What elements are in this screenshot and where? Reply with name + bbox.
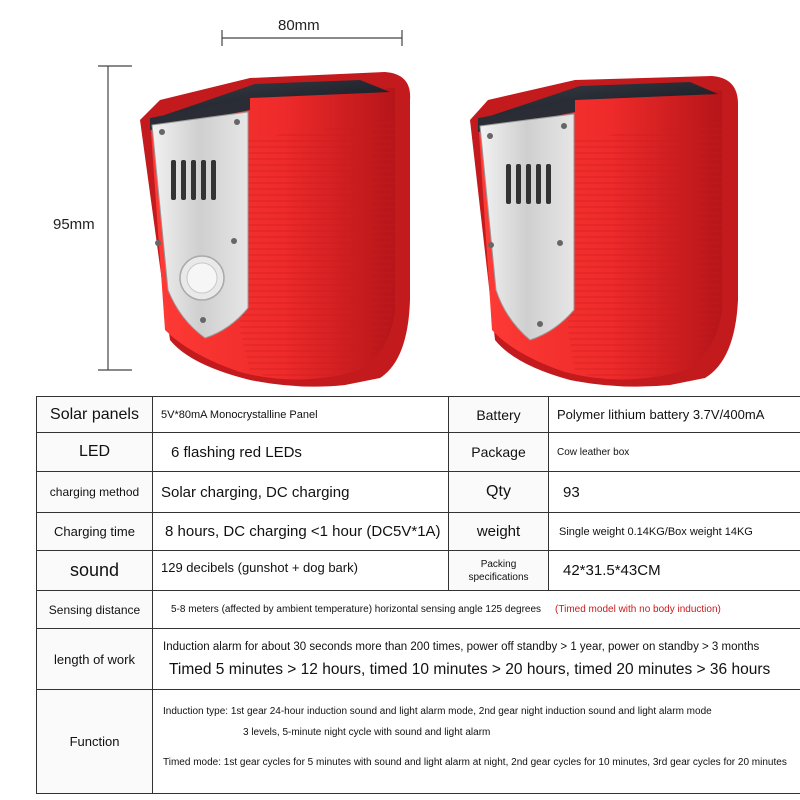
sensing-distance-row [153, 591, 800, 629]
charging-time-value: 8 hours, DC charging <1 hour (DC5V*1A) [153, 513, 449, 551]
battery-label: Battery [449, 396, 549, 433]
led-label: LED [36, 433, 153, 472]
sensing-distance-note: (Timed model with no body induction) [555, 604, 721, 615]
product-illustration [0, 0, 800, 392]
product-drawing [0, 0, 800, 392]
led-value: 6 flashing red LEDs [153, 433, 449, 472]
sensing-distance-value: 5-8 meters (affected by ambient temperature) horizontal sensing angle 125 degrees [171, 604, 542, 615]
function-value [153, 690, 800, 794]
qty-value: 93 [549, 472, 800, 513]
package-label: Package [449, 433, 549, 472]
width-dimension-label: 80mm [278, 17, 320, 34]
charging-method-value: Solar charging, DC charging [153, 472, 449, 513]
package-value: Cow leather box [549, 433, 800, 472]
alarm-unit-right [470, 76, 738, 387]
length-of-work-value [153, 629, 800, 690]
qty-label: Qty [449, 472, 549, 513]
specification-table [36, 396, 800, 796]
function-line2: 3 levels, 5-minute night cycle with sound and light alarm [243, 727, 491, 738]
sound-label: sound [36, 551, 153, 591]
battery-value: Polymer lithium battery 3.7V/400mA [549, 396, 800, 433]
alarm-unit-left [140, 72, 410, 387]
length-of-work-label: length of work [36, 629, 153, 690]
solar-panels-value: 5V*80mA Monocrystalline Panel [153, 396, 449, 433]
weight-value: Single weight 0.14KG/Box weight 14KG [549, 513, 800, 551]
weight-label: weight [449, 513, 549, 551]
solar-panels-label: Solar panels [36, 396, 153, 433]
packing-specifications-value: 42*31.5*43CM [549, 551, 800, 591]
function-line1: Induction type: 1st gear 24-hour induction sound and light alarm mode, 2nd gear night induction sound and light alarm mode [163, 706, 712, 717]
function-line3: Timed mode: 1st gear cycles for 5 minutes with sound and light alarm at night, 2nd gear cycles for 10 minutes, 3rd gear cycles for 20 minutes [163, 757, 787, 768]
sensing-distance-label: Sensing distance [36, 591, 153, 629]
charging-time-label: Charging time [36, 513, 153, 551]
charging-method-label: charging method [36, 472, 153, 513]
packing-label-line1: Packing [480, 558, 517, 570]
packing-label-line2: specifications [468, 571, 529, 583]
sound-value: 129 decibels (gunshot + dog bark) [153, 551, 449, 591]
length-of-work-line2: Timed 5 minutes > 12 hours, timed 10 minutes > 20 hours, timed 20 minutes > 36 hours [169, 661, 771, 678]
function-label: Function [36, 690, 153, 794]
height-dimension-label: 95mm [53, 216, 95, 233]
length-of-work-line1: Induction alarm for about 30 seconds more than 200 times, power off standby > 1 year, power on standby > 3 months [163, 641, 760, 653]
packing-specifications-label [449, 551, 549, 591]
height-dimension-line [98, 66, 132, 370]
